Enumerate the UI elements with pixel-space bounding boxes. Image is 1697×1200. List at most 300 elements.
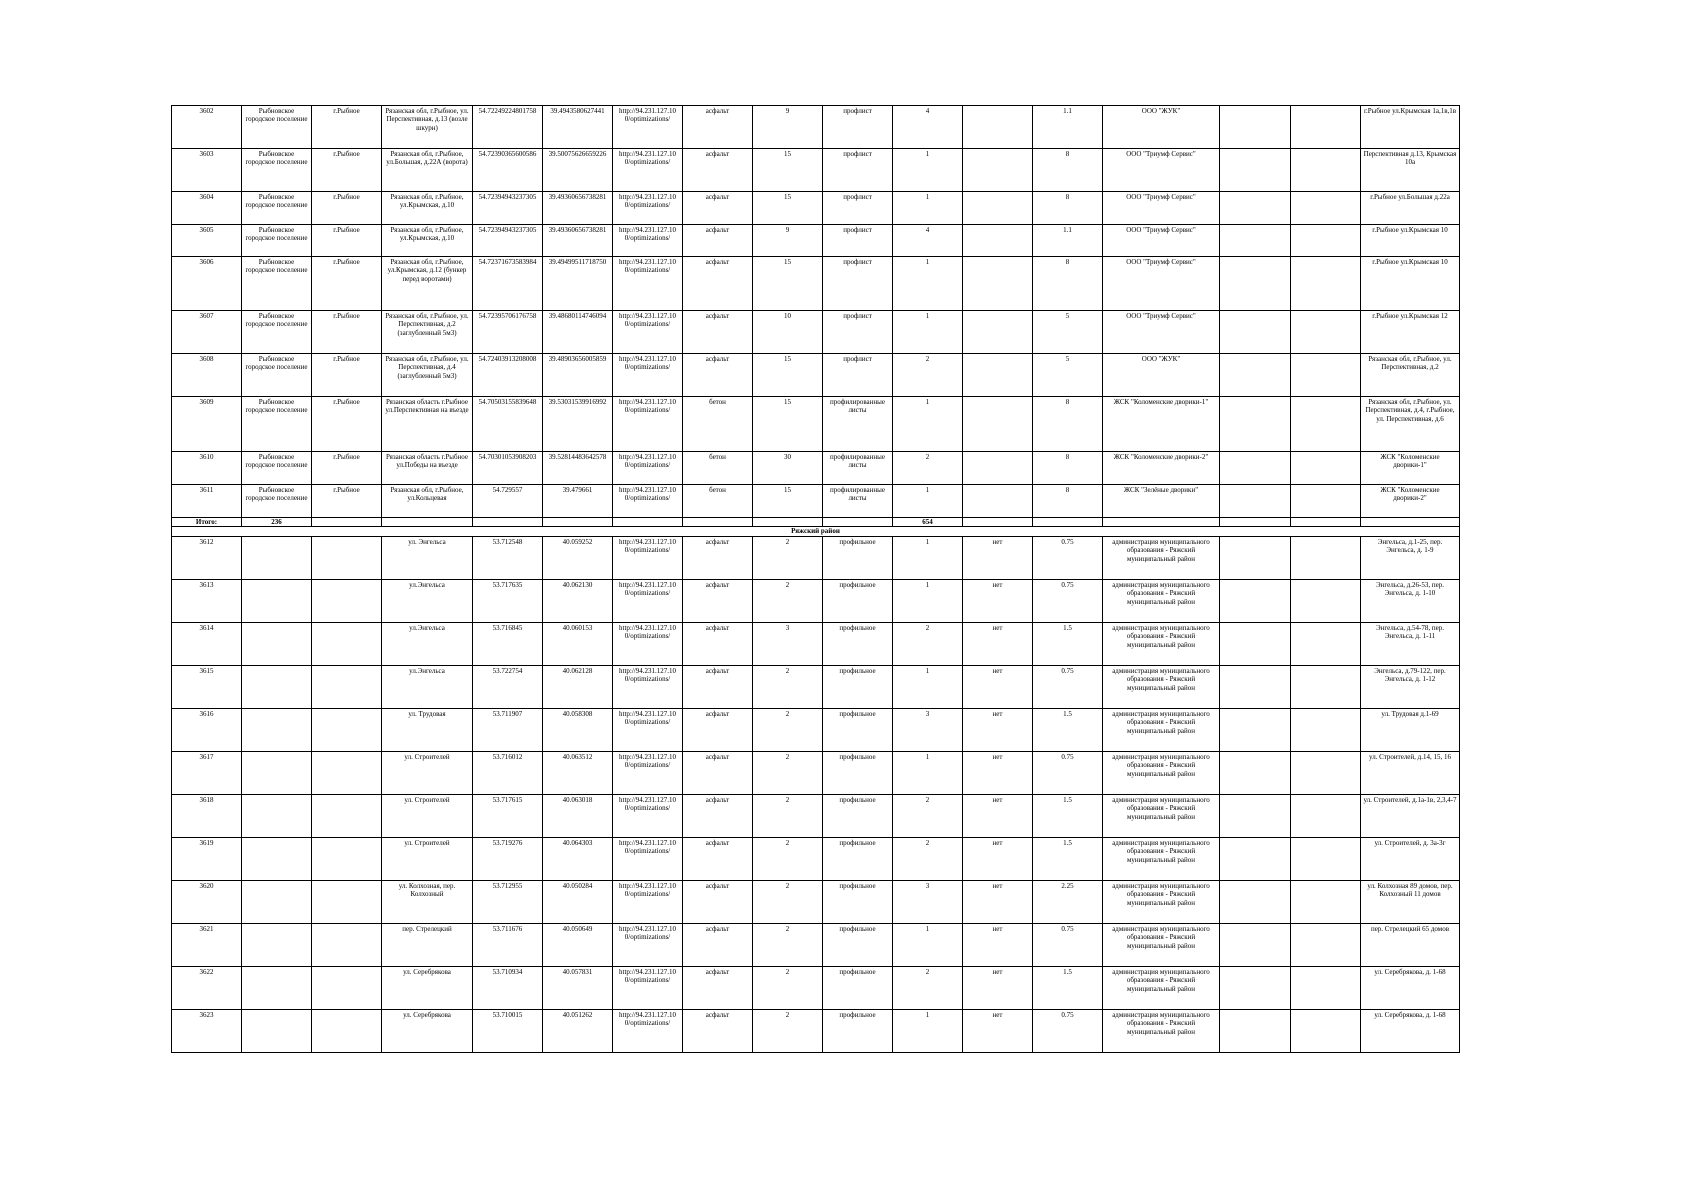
cell-area: 2	[753, 966, 823, 1009]
cell-lat: 54.72390365600586	[473, 149, 543, 192]
cell-volume: 0.75	[1033, 665, 1103, 708]
table-row	[172, 149, 1460, 192]
cell-sources: ул. Строителей, д. 3а-3г	[1361, 837, 1460, 880]
cell-bunker	[963, 106, 1033, 149]
cell-locality: г.Рыбное	[312, 149, 382, 192]
cell-containers: 1	[893, 311, 963, 354]
cell-lat: 54.72394943237305	[473, 192, 543, 225]
cell-lon: 40.064303	[543, 837, 613, 880]
table-row	[172, 1009, 1460, 1052]
cell-containers: 1	[893, 665, 963, 708]
cell-bunker: нет	[963, 1009, 1033, 1052]
cell-area: 2	[753, 708, 823, 751]
cell-c15	[1220, 192, 1291, 225]
cell-surface: асфальт	[683, 622, 753, 665]
cell-no: 3619	[172, 837, 242, 880]
cell-owner: ЖСК "Коломенские дворики-1"	[1103, 397, 1220, 452]
table-row	[172, 354, 1460, 397]
cell-lat: 53.722754	[473, 665, 543, 708]
cell-c16	[1291, 1009, 1361, 1052]
cell-link: http://94.231.127.10 0/optimizations/	[613, 794, 683, 837]
cell-locality: г.Рыбное	[312, 485, 382, 518]
cell-containers: 1	[893, 536, 963, 579]
cell-address: Рязанская обл, г.Рыбное, ул.Крымская, д.12 (бункер перед воротами)	[382, 257, 473, 311]
cell-link: http://94.231.127.10 0/optimizations/	[613, 149, 683, 192]
cell-volume: 1.5	[1033, 622, 1103, 665]
table-row	[172, 966, 1460, 1009]
cell-lon: 40.062130	[543, 579, 613, 622]
cell-no: 3618	[172, 794, 242, 837]
cell-address: Рязанская обл, г.Рыбное, ул. Перспективная, д.2 (заглубленный 5м3)	[382, 311, 473, 354]
cell-lon: 40.050649	[543, 923, 613, 966]
cell-fence: профлист	[823, 257, 893, 311]
cell-owner: администрация муниципального образования - Ряжский муниципальный район	[1103, 622, 1220, 665]
cell-surface: асфальт	[683, 257, 753, 311]
cell-c16	[1291, 149, 1361, 192]
cell-sources: ул. Строителей, д.14, 15, 16	[1361, 751, 1460, 794]
cell-lat: 54.72249224801758	[473, 106, 543, 149]
cell-sources: Рязанская обл, г.Рыбное, ул. Перспективная, д.2	[1361, 354, 1460, 397]
cell-lat: 53.717635	[473, 579, 543, 622]
cell-owner: ООО "ЖУК"	[1103, 354, 1220, 397]
cell-settlement	[242, 536, 312, 579]
cell-surface: бетон	[683, 452, 753, 485]
cell-volume: 0.75	[1033, 579, 1103, 622]
cell-locality: г.Рыбное	[312, 192, 382, 225]
cell-owner: ООО "Триумф Сервис"	[1103, 225, 1220, 257]
cell-lat: 53.711676	[473, 923, 543, 966]
cell-c15	[1220, 225, 1291, 257]
cell-sources: ул. Колхозная 89 домов, пер. Колхозный 11 домов	[1361, 880, 1460, 923]
cell-owner: администрация муниципального образования - Ряжский муниципальный район	[1103, 665, 1220, 708]
cell-sources: Энгельса, д.1-25, пер. Энгельса, д. 1-9	[1361, 536, 1460, 579]
table-row	[172, 579, 1460, 622]
cell-settlement	[242, 880, 312, 923]
cell-locality: г.Рыбное	[312, 106, 382, 149]
cell-address: Рязанская область г.Рыбное ул.Победы на въезде	[382, 452, 473, 485]
cell-no: 3608	[172, 354, 242, 397]
cell-c15	[1220, 579, 1291, 622]
cell-containers: 4	[893, 106, 963, 149]
cell-no: 3602	[172, 106, 242, 149]
cell-address: ул. Колхозная, пер. Колхозный	[382, 880, 473, 923]
cell-sources: г.Рыбное ул.Крымская 1а,1в,1в	[1361, 106, 1460, 149]
cell-locality	[312, 708, 382, 751]
cell-sources: г.Рыбное ул.Крымская 12	[1361, 311, 1460, 354]
cell-locality	[312, 837, 382, 880]
cell-settlement: Рыбновское городское поселение	[242, 149, 312, 192]
cell-bunker	[963, 397, 1033, 452]
cell-bunker: нет	[963, 708, 1033, 751]
cell-area: 9	[753, 106, 823, 149]
cell-c15	[1220, 837, 1291, 880]
cell-no: 3609	[172, 397, 242, 452]
cell-volume: 8	[1033, 149, 1103, 192]
cell-c16	[1291, 880, 1361, 923]
cell-c16	[1291, 966, 1361, 1009]
cell-containers: 1	[893, 579, 963, 622]
cell-c15	[1220, 485, 1291, 518]
cell-settlement: Рыбновское городское поселение	[242, 485, 312, 518]
cell-c15	[1220, 1009, 1291, 1052]
cell-locality	[312, 536, 382, 579]
table-row	[172, 708, 1460, 751]
table-row	[172, 106, 1460, 149]
cell-bunker: нет	[963, 665, 1033, 708]
cell-containers: 2	[893, 966, 963, 1009]
table-row	[172, 622, 1460, 665]
cell-owner: администрация муниципального образования - Ряжский муниципальный район	[1103, 880, 1220, 923]
registry-table	[171, 105, 1460, 1053]
cell-address: ул. Строителей	[382, 751, 473, 794]
cell-c16	[1291, 311, 1361, 354]
cell-surface: бетон	[683, 485, 753, 518]
cell-bunker	[963, 225, 1033, 257]
cell-settlement	[242, 708, 312, 751]
cell-locality	[312, 751, 382, 794]
cell-containers: 4	[893, 225, 963, 257]
cell-volume: 0.75	[1033, 751, 1103, 794]
cell-link: http://94.231.127.10 0/optimizations/	[613, 257, 683, 311]
cell-address: ул. Строителей	[382, 837, 473, 880]
cell-surface: асфальт	[683, 923, 753, 966]
cell-no: 3607	[172, 311, 242, 354]
cell-sources: Перспективная д.13, Крымская 10а	[1361, 149, 1460, 192]
cell-link: http://94.231.127.10 0/optimizations/	[613, 579, 683, 622]
cell-link: http://94.231.127.10 0/optimizations/	[613, 1009, 683, 1052]
cell-area: 15	[753, 397, 823, 452]
cell-containers: 2	[893, 794, 963, 837]
cell-volume: 5	[1033, 354, 1103, 397]
cell-volume: 8	[1033, 397, 1103, 452]
cell-owner: администрация муниципального образования - Ряжский муниципальный район	[1103, 966, 1220, 1009]
cell-fence: профильное	[823, 966, 893, 1009]
cell-lon: 39.479661	[543, 485, 613, 518]
cell-no: 3617	[172, 751, 242, 794]
cell-settlement	[242, 1009, 312, 1052]
cell-lat: 53.717615	[473, 794, 543, 837]
cell-no: 3606	[172, 257, 242, 311]
cell-fence: профильное	[823, 579, 893, 622]
cell-area: 15	[753, 257, 823, 311]
table-row	[172, 751, 1460, 794]
cell-address: ул.Энгельса	[382, 665, 473, 708]
cell-settlement	[242, 665, 312, 708]
cell-area: 3	[753, 622, 823, 665]
cell-locality: г.Рыбное	[312, 225, 382, 257]
cell-lon: 40.062128	[543, 665, 613, 708]
cell-sources: Рязанская обл, г.Рыбное, ул. Перспективная, д.4, г.Рыбное, ул. Перспективная, д.6	[1361, 397, 1460, 452]
cell-area: 2	[753, 1009, 823, 1052]
cell-lat: 53.712955	[473, 880, 543, 923]
cell-containers: 1	[893, 751, 963, 794]
cell-fence: профильное	[823, 622, 893, 665]
cell-volume: 1.5	[1033, 966, 1103, 1009]
cell-volume: 0.75	[1033, 923, 1103, 966]
cell-containers: 2	[893, 622, 963, 665]
cell-volume: 5	[1033, 311, 1103, 354]
cell-c15	[1220, 354, 1291, 397]
cell-lat: 53.716012	[473, 751, 543, 794]
cell-c16	[1291, 708, 1361, 751]
cell-no: 3612	[172, 536, 242, 579]
cell-area: 2	[753, 837, 823, 880]
table-row	[172, 923, 1460, 966]
cell-locality	[312, 966, 382, 1009]
cell-lat: 53.711907	[473, 708, 543, 751]
cell-owner: ООО "Триумф Сервис"	[1103, 192, 1220, 225]
cell-fence: профильное	[823, 536, 893, 579]
district-header: Ряжский район	[172, 527, 1460, 536]
cell-containers: 1	[893, 397, 963, 452]
cell-owner: администрация муниципального образования - Ряжский муниципальный район	[1103, 837, 1220, 880]
cell-sources: г.Рыбное ул.Крымская 10	[1361, 225, 1460, 257]
cell-area: 2	[753, 665, 823, 708]
cell-fence: профильное	[823, 751, 893, 794]
cell-lon: 40.060153	[543, 622, 613, 665]
cell-lon: 40.059252	[543, 536, 613, 579]
cell-sources: г.Рыбное ул.Крымская 10	[1361, 257, 1460, 311]
cell-locality	[312, 880, 382, 923]
cell-address: ул. Трудовая	[382, 708, 473, 751]
cell-containers: 1	[893, 1009, 963, 1052]
cell-link: http://94.231.127.10 0/optimizations/	[613, 751, 683, 794]
cell-link: http://94.231.127.10 0/optimizations/	[613, 665, 683, 708]
cell-bunker	[963, 149, 1033, 192]
cell-fence: профильное	[823, 708, 893, 751]
cell-locality	[312, 579, 382, 622]
cell-fence: профильное	[823, 923, 893, 966]
cell-owner: администрация муниципального образования - Ряжский муниципальный район	[1103, 751, 1220, 794]
cell-address: Рязанская обл, г.Рыбное, ул.Крымская, д.10	[382, 225, 473, 257]
cell-no: 3621	[172, 923, 242, 966]
cell-lon: 39.52814483642578	[543, 452, 613, 485]
cell-bunker	[963, 192, 1033, 225]
cell-lat: 54.729557	[473, 485, 543, 518]
table-row	[172, 192, 1460, 225]
cell-no: 3611	[172, 485, 242, 518]
cell-sources: ЖСК "Коломенские дворики-1"	[1361, 452, 1460, 485]
cell-settlement	[242, 837, 312, 880]
cell-fence: профилированные листы	[823, 485, 893, 518]
cell-locality	[312, 622, 382, 665]
cell-settlement: Рыбновское городское поселение	[242, 257, 312, 311]
cell-c16	[1291, 192, 1361, 225]
cell-lon: 40.063018	[543, 794, 613, 837]
cell-lat: 53.719276	[473, 837, 543, 880]
cell-sources: ул. Серебрякова, д. 1-68	[1361, 966, 1460, 1009]
cell-locality: г.Рыбное	[312, 311, 382, 354]
cell-address: ул.Энгельса	[382, 622, 473, 665]
cell-c15	[1220, 257, 1291, 311]
cell-fence: профильное	[823, 794, 893, 837]
cell-volume: 1.1	[1033, 106, 1103, 149]
cell-no: 3604	[172, 192, 242, 225]
cell-lon: 39.4943580627441	[543, 106, 613, 149]
cell-c15	[1220, 751, 1291, 794]
cell-locality	[312, 665, 382, 708]
cell-c15	[1220, 149, 1291, 192]
cell-link: http://94.231.127.10 0/optimizations/	[613, 225, 683, 257]
cell-bunker: нет	[963, 794, 1033, 837]
cell-c16	[1291, 452, 1361, 485]
cell-settlement: Рыбновское городское поселение	[242, 192, 312, 225]
cell-locality: г.Рыбное	[312, 452, 382, 485]
cell-owner: администрация муниципального образования - Ряжский муниципальный район	[1103, 923, 1220, 966]
cell-address: ул. Энгельса	[382, 536, 473, 579]
cell-c15	[1220, 923, 1291, 966]
cell-volume: 8	[1033, 485, 1103, 518]
cell-owner: ООО "Триумф Сервис"	[1103, 257, 1220, 311]
cell-address: Рязанская область г.Рыбное ул.Перспективная на въезде	[382, 397, 473, 452]
cell-surface: асфальт	[683, 536, 753, 579]
cell-settlement	[242, 794, 312, 837]
total-label: Итого:	[172, 518, 242, 527]
cell-bunker	[963, 452, 1033, 485]
cell-c15	[1220, 880, 1291, 923]
cell-address: Рязанская обл, г.Рыбное, ул.Кольцевая	[382, 485, 473, 518]
cell-link: http://94.231.127.10 0/optimizations/	[613, 354, 683, 397]
cell-c16	[1291, 923, 1361, 966]
cell-volume: 0.75	[1033, 536, 1103, 579]
district-header-row	[172, 527, 1460, 536]
cell-link: http://94.231.127.10 0/optimizations/	[613, 923, 683, 966]
cell-c16	[1291, 106, 1361, 149]
cell-containers: 1	[893, 149, 963, 192]
cell-bunker: нет	[963, 579, 1033, 622]
total-row	[172, 518, 1460, 527]
cell-bunker: нет	[963, 536, 1033, 579]
cell-settlement	[242, 966, 312, 1009]
table-row	[172, 665, 1460, 708]
cell-bunker	[963, 257, 1033, 311]
cell-settlement: Рыбновское городское поселение	[242, 452, 312, 485]
cell-lon: 40.058308	[543, 708, 613, 751]
cell-lon: 39.49360656738281	[543, 225, 613, 257]
cell-settlement: Рыбновское городское поселение	[242, 106, 312, 149]
cell-link: http://94.231.127.10 0/optimizations/	[613, 880, 683, 923]
cell-lat: 53.710015	[473, 1009, 543, 1052]
cell-c16	[1291, 485, 1361, 518]
cell-fence: профлист	[823, 106, 893, 149]
cell-address: Рязанская обл, г.Рыбное, ул. Перспективная, д.4 (заглубленный 5м3)	[382, 354, 473, 397]
cell-lon: 39.49499511718750	[543, 257, 613, 311]
cell-c16	[1291, 622, 1361, 665]
cell-lon: 39.49360656738281	[543, 192, 613, 225]
cell-fence: профильное	[823, 1009, 893, 1052]
cell-sources: ул. Серебрякова, д. 1-68	[1361, 1009, 1460, 1052]
cell-link: http://94.231.127.10 0/optimizations/	[613, 452, 683, 485]
cell-c16	[1291, 397, 1361, 452]
cell-bunker	[963, 354, 1033, 397]
cell-c15	[1220, 106, 1291, 149]
table-row	[172, 311, 1460, 354]
cell-owner: ЖСК "Коломенские дворики-2"	[1103, 452, 1220, 485]
cell-c15	[1220, 794, 1291, 837]
cell-area: 2	[753, 579, 823, 622]
cell-surface: бетон	[683, 397, 753, 452]
cell-owner: ЖСК "Зелёные дворики"	[1103, 485, 1220, 518]
cell-settlement: Рыбновское городское поселение	[242, 397, 312, 452]
cell-sources: ул. Трудовая д.1-69	[1361, 708, 1460, 751]
cell-settlement	[242, 751, 312, 794]
cell-area: 2	[753, 794, 823, 837]
cell-c16	[1291, 837, 1361, 880]
cell-address: Рязанская обл, г.Рыбное, ул.Крымская, д.10	[382, 192, 473, 225]
cell-c15	[1220, 311, 1291, 354]
cell-containers: 1	[893, 923, 963, 966]
cell-fence: профлист	[823, 192, 893, 225]
cell-lat: 54.70503155839648	[473, 397, 543, 452]
cell-owner: администрация муниципального образования - Ряжский муниципальный район	[1103, 708, 1220, 751]
cell-owner: ООО "ЖУК"	[1103, 106, 1220, 149]
cell-lat: 53.716845	[473, 622, 543, 665]
cell-bunker	[963, 311, 1033, 354]
cell-sources: Энгельса, д.79-122, пер. Энгельса, д. 1-12	[1361, 665, 1460, 708]
cell-address: пер. Стрелецкий	[382, 923, 473, 966]
cell-lat: 53.710934	[473, 966, 543, 1009]
cell-bunker: нет	[963, 837, 1033, 880]
cell-locality	[312, 923, 382, 966]
cell-no: 3614	[172, 622, 242, 665]
cell-surface: асфальт	[683, 794, 753, 837]
cell-settlement	[242, 923, 312, 966]
cell-fence: профлист	[823, 311, 893, 354]
cell-c16	[1291, 257, 1361, 311]
cell-no: 3622	[172, 966, 242, 1009]
table-row	[172, 485, 1460, 518]
cell-no: 3603	[172, 149, 242, 192]
cell-address: ул.Энгельса	[382, 579, 473, 622]
cell-c15	[1220, 966, 1291, 1009]
cell-containers: 1	[893, 257, 963, 311]
table-row	[172, 837, 1460, 880]
cell-settlement	[242, 622, 312, 665]
cell-fence: профильное	[823, 665, 893, 708]
cell-link: http://94.231.127.10 0/optimizations/	[613, 311, 683, 354]
cell-owner: администрация муниципального образования - Ряжский муниципальный район	[1103, 579, 1220, 622]
cell-locality: г.Рыбное	[312, 397, 382, 452]
cell-sources: ул. Строителей, д.1а-1в, 2,3,4-7	[1361, 794, 1460, 837]
cell-area: 2	[753, 923, 823, 966]
cell-link: http://94.231.127.10 0/optimizations/	[613, 837, 683, 880]
cell-area: 2	[753, 880, 823, 923]
cell-c15	[1220, 665, 1291, 708]
cell-c16	[1291, 665, 1361, 708]
cell-c15	[1220, 708, 1291, 751]
cell-surface: асфальт	[683, 751, 753, 794]
cell-settlement: Рыбновское городское поселение	[242, 225, 312, 257]
cell-surface: асфальт	[683, 708, 753, 751]
cell-fence: профлист	[823, 354, 893, 397]
cell-no: 3610	[172, 452, 242, 485]
cell-c16	[1291, 751, 1361, 794]
cell-link: http://94.231.127.10 0/optimizations/	[613, 966, 683, 1009]
cell-link: http://94.231.127.10 0/optimizations/	[613, 397, 683, 452]
cell-locality	[312, 1009, 382, 1052]
cell-bunker: нет	[963, 923, 1033, 966]
cell-lon: 39.48680114746094	[543, 311, 613, 354]
cell-link: http://94.231.127.10 0/optimizations/	[613, 485, 683, 518]
cell-link: http://94.231.127.10 0/optimizations/	[613, 106, 683, 149]
cell-area: 15	[753, 354, 823, 397]
cell-area: 2	[753, 536, 823, 579]
cell-sources: г.Рыбное ул.Большая д.22а	[1361, 192, 1460, 225]
cell-volume: 8	[1033, 452, 1103, 485]
cell-address: ул. Серебрякова	[382, 1009, 473, 1052]
cell-area: 30	[753, 452, 823, 485]
cell-containers: 2	[893, 452, 963, 485]
